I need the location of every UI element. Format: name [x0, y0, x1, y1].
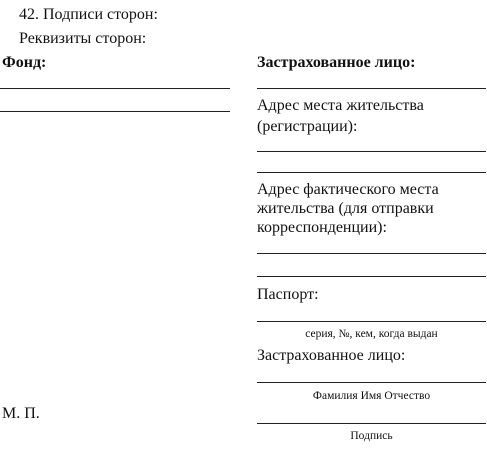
passport-line: [257, 321, 486, 322]
signature-line: [257, 423, 486, 424]
insured-label: Застрахованное лицо:: [257, 347, 406, 364]
section-title: 42. Подписи сторон:: [19, 6, 158, 23]
passport-caption: серия, №, кем, когда выдан: [305, 328, 438, 340]
actual-address-line-3: корреспонденции):: [257, 219, 387, 236]
actual-address-line-1: Адрес фактического места: [257, 181, 439, 198]
name-line: [257, 382, 486, 383]
fund-label: Фонд:: [2, 54, 47, 71]
fund-line-2: [0, 111, 230, 112]
actual-address-line-b: [257, 276, 486, 277]
registration-address-line-2: (регистрации):: [257, 118, 358, 135]
requisites-title: Реквизиты сторон:: [19, 30, 147, 47]
insured-heading: Застрахованное лицо:: [257, 54, 416, 71]
name-caption: Фамилия Имя Отчество: [312, 390, 431, 402]
stamp-label: М. П.: [2, 405, 40, 422]
registration-line-2: [257, 172, 486, 173]
actual-address-line-a: [257, 253, 486, 254]
signature-caption: Подпись: [350, 430, 393, 442]
registration-line-1: [257, 151, 486, 152]
insured-line: [257, 88, 486, 89]
registration-address-line-1: Адрес места жительства: [257, 97, 424, 114]
actual-address-line-2: жительства (для отправки: [257, 200, 434, 217]
fund-line-1: [0, 88, 230, 89]
passport-label: Паспорт:: [257, 286, 319, 303]
